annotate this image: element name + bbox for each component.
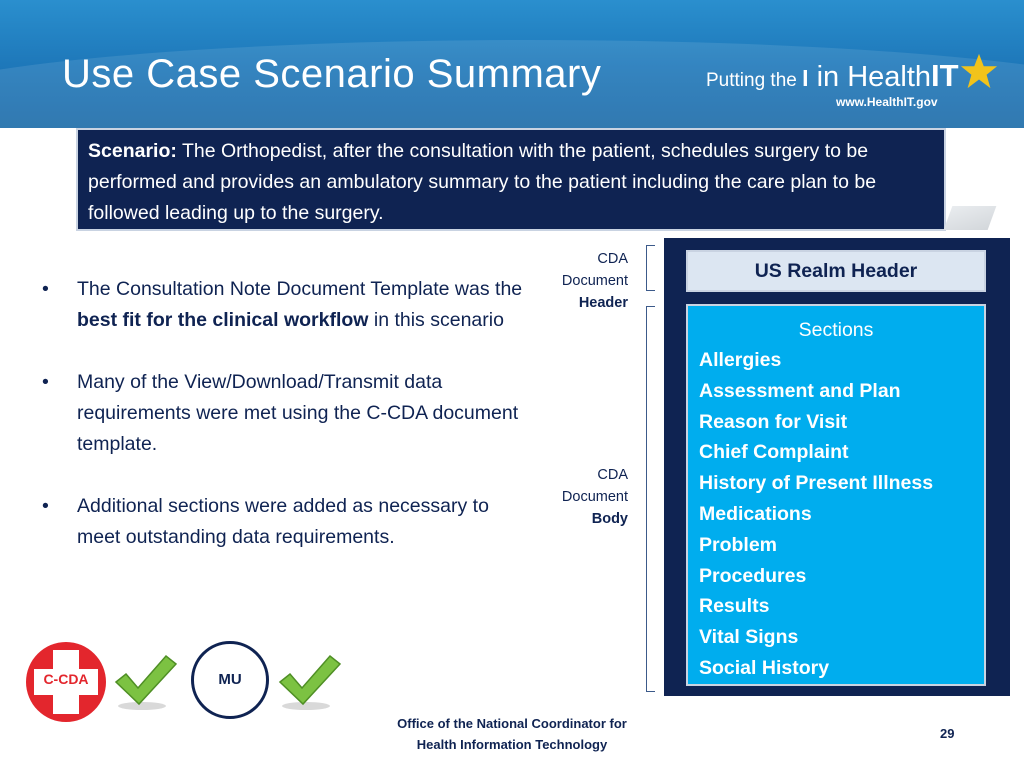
star-icon xyxy=(960,52,998,90)
cda-body-label xyxy=(562,464,628,530)
bullet-list xyxy=(42,274,532,584)
section-item: Results xyxy=(699,595,770,618)
scenario-label: Scenario: xyxy=(88,140,177,162)
checkmark-icon xyxy=(112,652,178,712)
section-item: Problem xyxy=(699,533,778,556)
bullet-dot-icon: • xyxy=(42,371,49,393)
section-item: Assessment and Plan xyxy=(699,379,901,402)
page-number: 29 xyxy=(940,726,955,741)
bullet-text: The Consultation Note Document Template was the xyxy=(77,278,523,300)
scenario-shadow-tab xyxy=(944,206,997,230)
checkmark-icon xyxy=(276,652,342,712)
section-item: Procedures xyxy=(699,564,807,587)
cda-header-line1: CDA xyxy=(597,251,628,267)
healthit-logo xyxy=(706,58,959,94)
scenario-text: The Orthopedist, after the consultation with the patient, schedules surgery to be performed and provides an ambulatory summary to the patient including the care plan to be followed leading up to the surgery. xyxy=(88,140,877,224)
cda-header-line3: Header xyxy=(578,295,628,311)
logo-text-part4: IT xyxy=(931,58,959,93)
sections-heading: Sections xyxy=(798,319,874,341)
bullet-dot-icon: • xyxy=(42,495,49,517)
cda-header-line2: Document xyxy=(561,273,628,289)
mu-badge: MU xyxy=(191,641,269,719)
cda-body-line2: Document xyxy=(561,489,628,505)
section-item: Reason for Visit xyxy=(699,410,848,433)
logo-text-part1: Putting the xyxy=(706,70,803,91)
cda-header-label xyxy=(562,248,628,314)
footer-line1: Office of the National Coordinator for xyxy=(397,716,627,731)
bullet-dot-icon: • xyxy=(42,278,49,300)
sections-list xyxy=(688,345,984,684)
cda-body-line1: CDA xyxy=(597,467,628,483)
section-item: Chief Complaint xyxy=(699,441,849,464)
section-item: Medications xyxy=(699,502,812,525)
section-item: History of Present Illness xyxy=(699,472,934,495)
ccda-badge-label: C-CDA xyxy=(43,671,89,687)
bullet-text-tail: in this scenario xyxy=(368,309,504,331)
section-item: Allergies xyxy=(699,349,782,371)
header-bracket xyxy=(646,245,655,291)
bullet-item xyxy=(42,367,532,460)
bullet-item xyxy=(42,491,532,553)
footer-line2: Health Information Technology xyxy=(416,737,608,752)
logo-text-part3: in Health xyxy=(808,61,932,93)
sections-box xyxy=(686,304,986,686)
website-url: www.HealthIT.gov xyxy=(836,95,938,109)
scenario-box xyxy=(76,128,946,231)
section-item: Vital Signs xyxy=(699,626,799,649)
us-realm-header-box: US Realm Header xyxy=(686,250,986,292)
slide-title: Use Case Scenario Summary xyxy=(62,52,602,96)
logo-text-part2: I xyxy=(802,65,809,91)
cda-body-line3: Body xyxy=(591,511,628,527)
section-item: Social History xyxy=(699,656,830,679)
bullet-text: Additional sections were added as necessary to meet outstanding data requirements. xyxy=(77,495,489,548)
bullet-item xyxy=(42,274,532,336)
bullet-emphasis: best fit for the clinical workflow xyxy=(77,309,369,331)
bullet-text: Many of the View/Download/Transmit data requirements were met using the C-CDA document template. xyxy=(77,371,519,455)
footer-office xyxy=(352,713,672,755)
body-bracket xyxy=(646,306,655,692)
